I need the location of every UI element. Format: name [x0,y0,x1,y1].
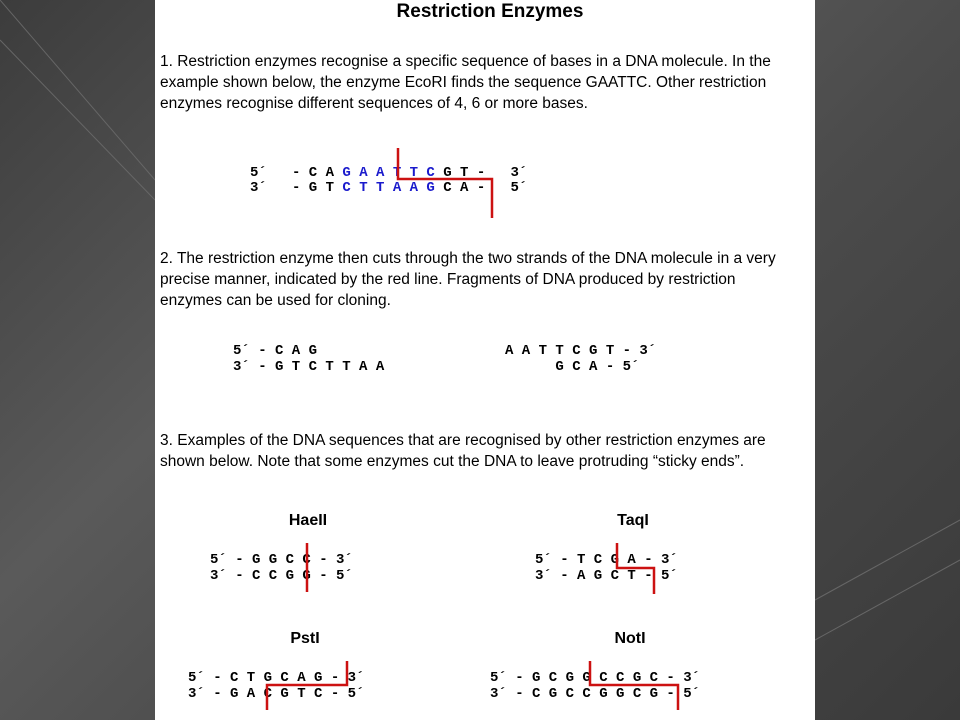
enzyme-name-haeii: HaeII [288,512,328,529]
ecori-bottom-suffix: C A - 5´ [434,180,528,196]
noti-bottom-strand: 3´ - C G C C G G C G - 5´ [490,686,701,702]
ecori-cut-line [398,148,492,218]
fragment-right-bottom: G C A - 5´ [505,359,640,375]
fragment-left-top: 5´ - C A G [233,343,318,359]
taqi-bottom-strand: 3´ - A G C T - 5´ [535,568,678,584]
noti-top-strand: 5´ - G C G G C C G C - 3´ [490,670,701,686]
paragraph-3: 3. Examples of the DNA sequences that are recognised by other restriction enzymes are shown below. Note that some enzymes cut the DNA to leave protruding “sticky ends”. [160,432,766,470]
haeii-bottom-strand: 3´ - C C G G - 5´ [210,568,353,584]
ecori-top-prefix: 5´ - C A [250,165,343,181]
enzyme-name-noti: NotI [614,630,646,647]
enzyme-name-taqi: TaqI [617,512,649,529]
ecori-top-site: G A A T T C [342,165,435,181]
psti-bottom-strand: 3´ - G A C G T C - 5´ [188,686,365,702]
paragraph-2: 2. The restriction enzyme then cuts through the two strands of the DNA molecule in a very precise manner, indicated by the red line. Fragments of DNA produced by restriction enzymes can be used for cloning. [160,250,776,309]
enzyme-name-psti: PstI [290,630,320,647]
fragment-left-bottom: 3´ - G T C T T A A [233,359,385,375]
taqi-top-strand: 5´ - T C G A - 3´ [535,552,678,568]
fragment-right-top: A A T T C G T - 3´ [505,343,657,359]
ecori-bottom-prefix: 3´ - G T [250,180,343,196]
cut-lines-overlay [155,0,815,720]
noti-cut-line [590,661,678,710]
psti-top-strand: 5´ - C T G C A G - 3´ [188,670,365,686]
psti-cut-line [267,661,347,710]
paragraph-1: 1. Restriction enzymes recognise a specific sequence of bases in a DNA molecule. In the example shown below, the enzyme EcoRI finds the sequence GAATTC. Other restriction enzymes recognise different sequences of 4, 6 or more bases. [160,53,771,112]
ecori-bottom-site: C T T A A G [342,180,435,196]
taqi-cut-line [617,543,654,594]
ecori-top-suffix: G T - 3´ [434,165,528,181]
document-sheet [155,0,815,720]
haeii-top-strand: 5´ - G G C C - 3´ [210,552,353,568]
page-title: Restriction Enzymes [396,1,584,22]
